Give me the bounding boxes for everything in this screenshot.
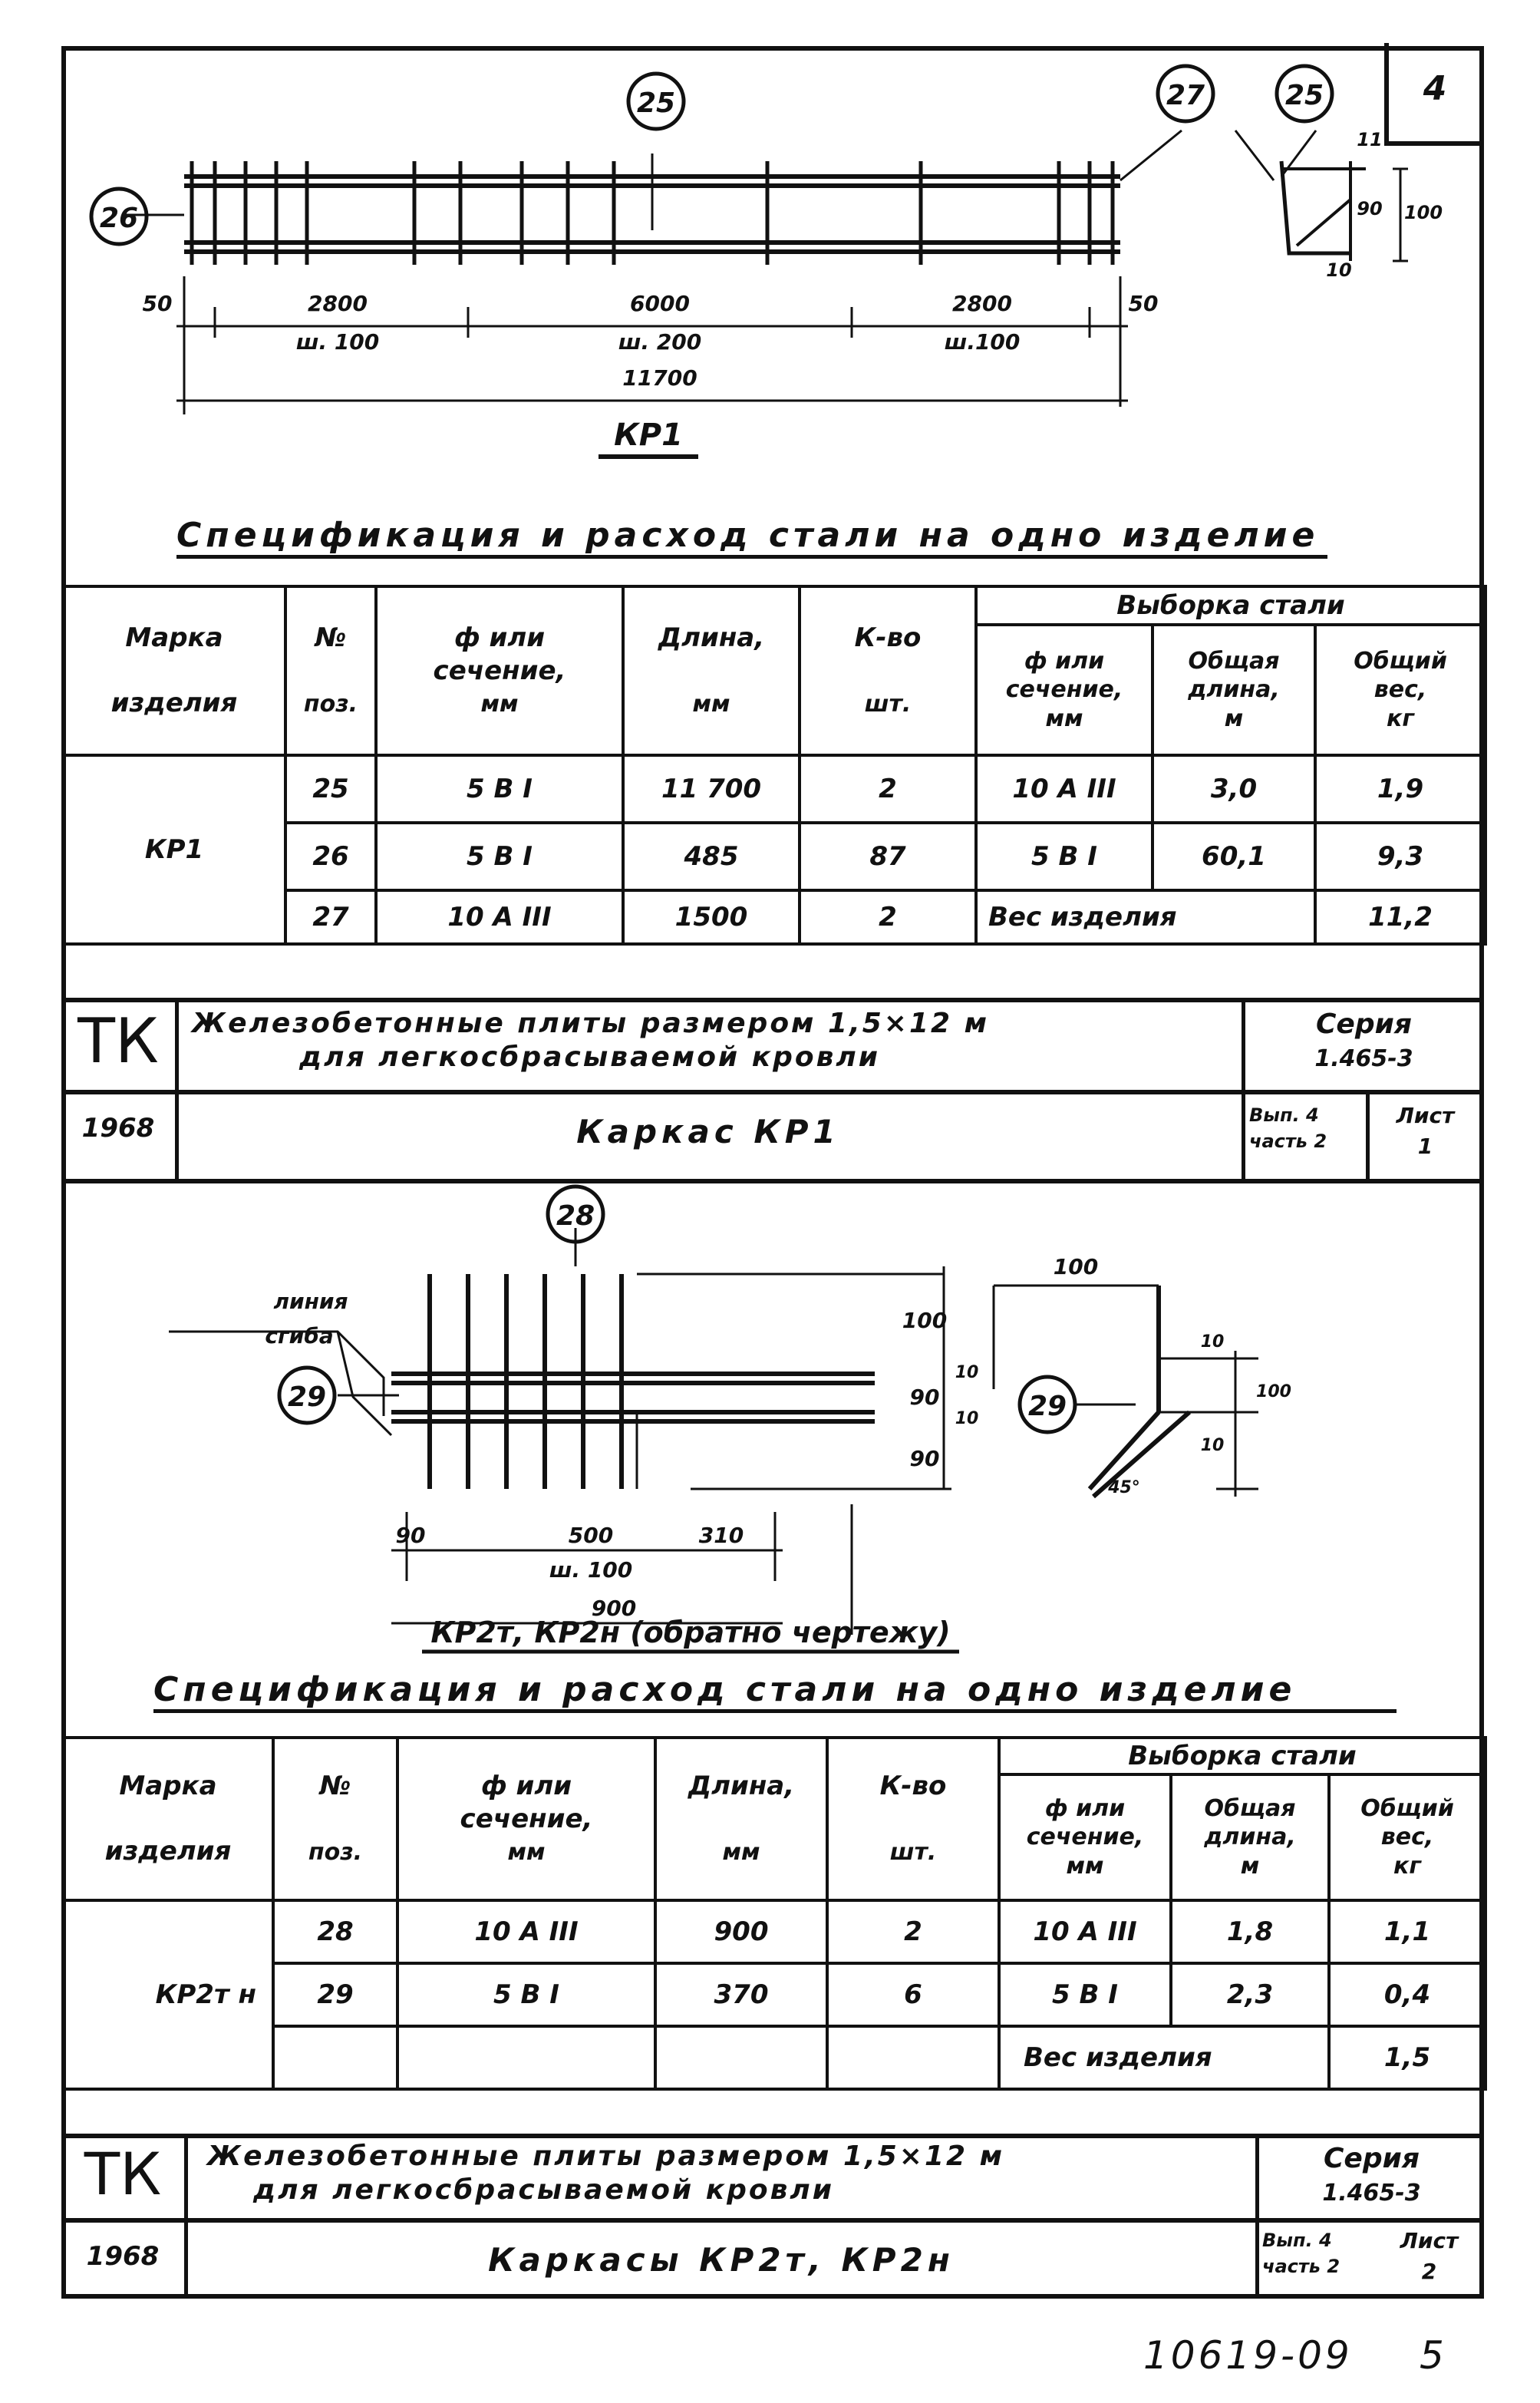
section-dim-11: 11 <box>1357 129 1383 150</box>
vdim-90b: 90 <box>909 1446 940 1471</box>
cell-total-label: Вес изделия <box>999 2026 1329 2089</box>
stamp2-issue: Вып. 4 часть 2 <box>1262 2230 1340 2277</box>
cell <box>655 2026 827 2089</box>
stamp1-tk: ТК <box>77 1005 159 1077</box>
vdim-10a: 10 <box>955 1363 979 1382</box>
section-dim-100: 100 <box>1403 202 1443 223</box>
dim-6000: 6000 <box>630 291 690 316</box>
section-dim-90: 90 <box>1357 198 1383 220</box>
cell: 2 <box>800 890 976 944</box>
callout-27: 27 <box>1166 80 1205 111</box>
spec2-h-qty: К-во шт. <box>827 1738 999 1900</box>
spec2-h-sel-dia: ф или сечение, мм <box>999 1774 1171 1900</box>
cell: 10 А III <box>976 755 1153 823</box>
cell: 27 <box>285 890 376 944</box>
cell: 10 А III <box>397 1900 655 1963</box>
cell: 0,4 <box>1329 1963 1486 2026</box>
cell: 28 <box>273 1900 397 1963</box>
cell: 900 <box>655 1900 827 1963</box>
dim-step-100: ш. 100 <box>549 1557 633 1583</box>
stamp1-sheet-title: Каркас КР1 <box>576 1113 840 1150</box>
cell: 485 <box>623 823 800 890</box>
cell: 2 <box>800 755 976 823</box>
dim-310: 310 <box>698 1523 744 1548</box>
spec1-h-pos: № поз. <box>285 586 376 755</box>
spec2-mark: КР2т н <box>63 1900 273 2089</box>
table-row <box>63 1963 1486 2026</box>
spec2-h-dia: ф или сечение, мм <box>397 1738 655 1900</box>
vdim-10b: 10 <box>955 1409 979 1428</box>
dim-step-100-b: ш.100 <box>944 329 1021 355</box>
cell: 10 А III <box>376 890 623 944</box>
cell: 60,1 <box>1153 823 1315 890</box>
callout-26: 26 <box>99 203 139 234</box>
stamp1-issue: Вып. 4 часть 2 <box>1249 1104 1327 1152</box>
cell: 5 В I <box>376 823 623 890</box>
spec1-h-sel-dia: ф или сечение, мм <box>976 625 1153 755</box>
cell: 29 <box>273 1963 397 2026</box>
cell <box>827 2026 999 2089</box>
stamp1-title: Железобетонные плиты размером 1,5×12 м для легкосбрасываемой кровли <box>192 1008 990 1073</box>
mark-kr2: КР2т, КР2н (обратно чертежу) <box>430 1616 951 1649</box>
cell: 10 А III <box>999 1900 1171 1963</box>
stamp2-title: Железобетонные плиты размером 1,5×12 м для легкосбрасываемой кровли <box>207 2141 1005 2206</box>
cell: 3,0 <box>1153 755 1315 823</box>
table-row <box>63 1900 1486 1963</box>
mark-kr1: КР1 <box>614 418 683 453</box>
cell: 11 700 <box>623 755 800 823</box>
cell: 26 <box>285 823 376 890</box>
callout-29: 29 <box>287 1381 327 1413</box>
spec1-title: Спецификация и расход стали на одно изделие <box>176 516 1327 559</box>
cell <box>273 2026 397 2089</box>
stamp1-list: Лист 1 <box>1396 1103 1455 1159</box>
section-dim-100-w: 100 <box>1053 1254 1099 1279</box>
vdim-90a: 90 <box>909 1385 940 1410</box>
dim-500: 500 <box>568 1523 614 1548</box>
drawing-kr2 <box>61 1182 1484 1673</box>
cell: 5 В I <box>376 755 623 823</box>
cell: 6 <box>827 1963 999 2026</box>
dim-50-right: 50 <box>1128 291 1159 316</box>
cell: 1,8 <box>1171 1900 1329 1963</box>
label-bend-line-1: линия <box>273 1289 348 1314</box>
dim-90: 90 <box>395 1523 426 1548</box>
cell: 1500 <box>623 890 800 944</box>
spec1-h-len: Длина, мм <box>623 586 800 755</box>
stamp1 <box>61 998 1484 1182</box>
spec2-h-len: Длина, мм <box>655 1738 827 1900</box>
stamp1-year: 1968 <box>81 1113 155 1144</box>
spec2-h-mark: Марка изделия <box>63 1738 273 1900</box>
stamp1-series-label: Серия <box>1316 1008 1412 1040</box>
stamp1-series: 1.465-3 <box>1314 1045 1413 1072</box>
stamp2-series-label: Серия <box>1324 2143 1420 2174</box>
spec2-table <box>61 1736 1487 2091</box>
section-dim-100-h: 100 <box>1256 1382 1291 1401</box>
dim-2800-b: 2800 <box>952 291 1012 316</box>
cell: 11,2 <box>1315 890 1486 944</box>
cell-total-label: Вес изделия <box>976 890 1315 944</box>
table-row <box>63 2026 1486 2089</box>
stamp2-sheet-title: Каркасы КР2т, КР2н <box>488 2241 955 2279</box>
cell: 25 <box>285 755 376 823</box>
cell: 370 <box>655 1963 827 2026</box>
dim-900: 900 <box>591 1596 637 1621</box>
footer-page: 5 <box>1420 2333 1444 2378</box>
drawing-kr1 <box>61 46 1484 537</box>
dim-total-11700: 11700 <box>622 365 697 391</box>
cell: 1,9 <box>1315 755 1486 823</box>
section-dim-10a: 10 <box>1200 1332 1225 1352</box>
spec2-h-pos: № поз. <box>273 1738 397 1900</box>
section-dim-10b: 10 <box>1200 1436 1225 1455</box>
spec1-table <box>61 585 1487 946</box>
spec1-h-mark: Марка изделия <box>63 586 285 755</box>
table-row <box>63 755 1486 823</box>
dim-step-200: ш. 200 <box>618 329 702 355</box>
spec1-h-dia: ф или сечение, мм <box>376 586 623 755</box>
spec1-h-qty: К-во шт. <box>800 586 976 755</box>
label-bend-line-2: сгиба <box>265 1323 334 1348</box>
dim-50-left: 50 <box>142 291 173 316</box>
cell: 5 В I <box>397 1963 655 2026</box>
cell <box>397 2026 655 2089</box>
spec2-h-sel-wt: Общий вес, кг <box>1329 1774 1486 1900</box>
cell: 2 <box>827 1900 999 1963</box>
section-dim-10: 10 <box>1326 259 1352 281</box>
stamp2-tk: ТК <box>84 2140 162 2208</box>
spec1-h-sel-len: Общая длина, м <box>1153 625 1315 755</box>
spec1-h-sel-wt: Общий вес, кг <box>1315 625 1486 755</box>
cell: 1,5 <box>1329 2026 1486 2089</box>
callout-28: 28 <box>556 1200 595 1232</box>
stamp2-year: 1968 <box>86 2241 160 2272</box>
dim-step-100-a: ш. 100 <box>295 329 380 355</box>
callout-25: 25 <box>636 87 676 119</box>
spec2-h-selection: Выборка стали <box>999 1738 1486 1774</box>
spec1-mark: КР1 <box>63 755 285 944</box>
sheet-number: 4 <box>1384 43 1481 146</box>
cell: 87 <box>800 823 976 890</box>
cell: 9,3 <box>1315 823 1486 890</box>
footer-code: 10619-09 <box>1143 2333 1353 2378</box>
stamp2-series: 1.465-3 <box>1322 2180 1421 2207</box>
cell: 5 В I <box>976 823 1153 890</box>
callout-25b: 25 <box>1284 80 1324 111</box>
stamp2-list: Лист 2 <box>1400 2228 1459 2284</box>
spec2-h-sel-len: Общая длина, м <box>1171 1774 1329 1900</box>
spec1-h-selection: Выборка стали <box>976 586 1486 625</box>
dim-2800-a: 2800 <box>308 291 368 316</box>
cell: 5 В I <box>999 1963 1171 2026</box>
stamp2 <box>61 2134 1484 2302</box>
cell: 1,1 <box>1329 1900 1486 1963</box>
callout-29b: 29 <box>1027 1391 1067 1422</box>
spec2-title: Спецификация и расход стали на одно изделие <box>153 1670 1397 1713</box>
vdim-100: 100 <box>902 1308 948 1333</box>
cell: 2,3 <box>1171 1963 1329 2026</box>
section-angle: 45° <box>1108 1478 1140 1497</box>
